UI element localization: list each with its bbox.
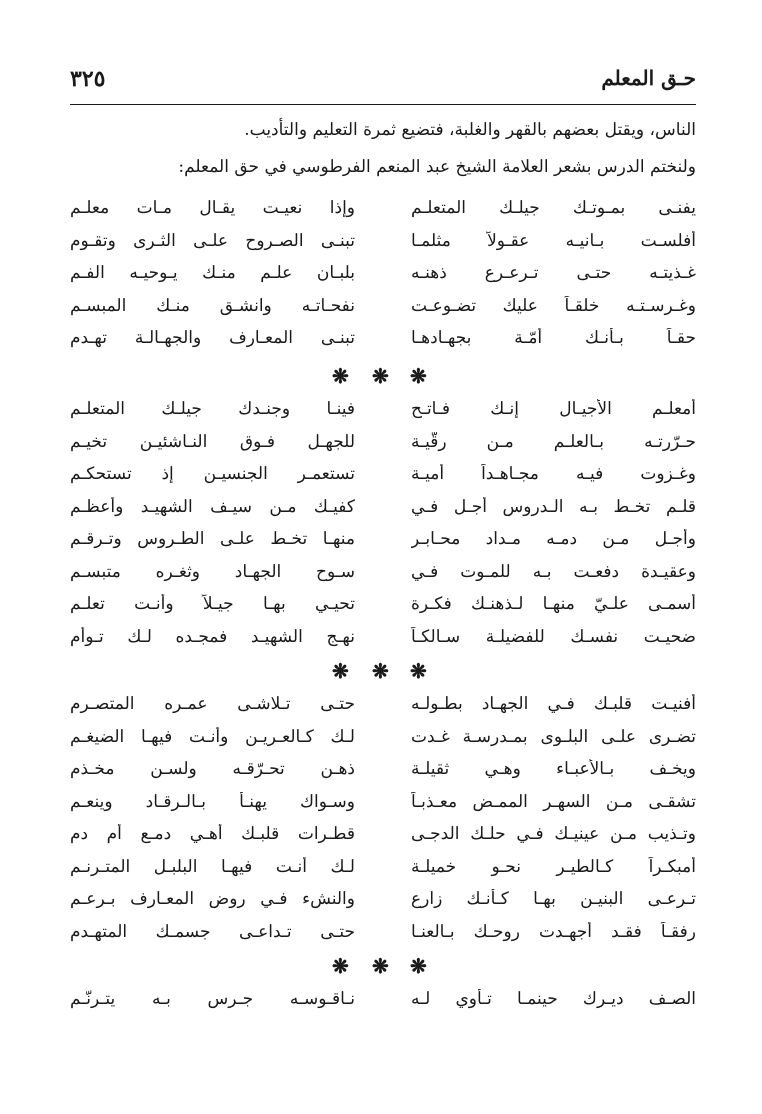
first-hemistich: تـرعـى البنيـن بهـا كـأنـك زارع: [411, 889, 696, 909]
running-title: حـق المعلم: [601, 66, 696, 90]
star-ornament: ❋: [372, 954, 389, 978]
second-hemistich: سـوح الجهـاد وثغـره متبسـم: [70, 561, 355, 582]
star-ornament: ❋: [372, 364, 389, 388]
verse: [70, 227, 696, 260]
first-hemistich: حقـاً بـأنـك أمّـة بجهـادهـا: [411, 328, 696, 348]
verse: [70, 324, 696, 357]
star-ornament: ❋: [332, 954, 349, 978]
second-hemistich: لـك أنـت فيهـا البلبـل المتـرنـم: [70, 856, 355, 877]
prose-line-1: الناس، ويقتل بعضهم بالقهر والغلبة، فتضيع ثمرة التعليم والتأديب.: [244, 120, 696, 140]
first-hemistich: وغـزوت فيـه مجـاهـداً أميـة: [411, 464, 696, 484]
stanza-separator: [70, 952, 696, 984]
first-hemistich: يفنـى بمـوتـك جيلـك المتعلـم: [411, 198, 696, 218]
second-hemistich: وسـواك يهنـأ بـالـرقـاد وينعـم: [70, 791, 355, 812]
stanza-4: [70, 985, 696, 1018]
header-rule: [70, 104, 696, 105]
first-hemistich: ضحيـت نفسـك للفضيلـة سـالكـاً: [411, 626, 696, 647]
stanza-separator: [70, 657, 696, 689]
first-hemistich: وغـرسـتـه خلقـاً عليك تضـوعـت: [411, 295, 696, 316]
first-hemistich: أمعلـم الأجيـال إنـك فـاتـح: [411, 399, 696, 419]
second-hemistich: قطـرات قلبـك أهـي دمـع أم دم: [70, 824, 355, 844]
first-hemistich: ويخـف بـالأعبـاء وهـي ثقيلـة: [411, 759, 696, 779]
second-hemistich: تبنـى الصـروح علـى الثـرى وتقـوم: [70, 230, 355, 251]
separator-stars: [70, 952, 696, 984]
verse: [70, 493, 696, 526]
verse: [70, 755, 696, 788]
second-hemistich: تستعمـر الجنسيـن إذ تستحكـم: [70, 464, 355, 484]
verse: [70, 918, 696, 951]
verse: [70, 820, 696, 853]
star-ornament: ❋: [410, 954, 427, 978]
second-hemistich: منهـا تخـط علـى الطـروس وتـرقـم: [70, 529, 355, 549]
prose-line-2: ولنختم الدرس بشعر العلامة الشيخ عبد المنعم الفرطوسي في حق المعلم:: [178, 157, 696, 177]
verse: [70, 292, 696, 325]
page-header: [70, 62, 696, 102]
star-ornament: ❋: [410, 364, 427, 388]
verse: [70, 558, 696, 591]
star-ornament: ❋: [332, 364, 349, 388]
verse: [70, 853, 696, 886]
verse: [70, 623, 696, 656]
first-hemistich: تشقـى مـن السهـر الممـض معـذبـاً: [411, 791, 696, 812]
first-hemistich: أسمـى علـيّ منهـا لـذهنـك فكـرة: [411, 594, 696, 614]
verse: [70, 460, 696, 493]
verse: [70, 428, 696, 461]
verse: [70, 690, 696, 723]
second-hemistich: نـاقـوسـه جـرس بـه يتـرنّـم: [70, 989, 355, 1009]
second-hemistich: لـك كـالعـريـن وأنـت فيهـا الضيغـم: [70, 726, 355, 747]
second-hemistich: ذهـن تحـرّقـه ولسـن مخـذم: [70, 759, 355, 779]
second-hemistich: تبنـى المعـارف والجهـالـة تهـدم: [70, 328, 355, 348]
second-hemistich: حتـى تـلاشـى عمـره المتصـرم: [70, 694, 355, 714]
second-hemistich: فينـا وجنـدك جيلـك المتعلـم: [70, 399, 355, 419]
page-number: ٣٢٥: [70, 66, 106, 92]
second-hemistich: بلبـان علـم منـك يـوحيـه الفـم: [70, 263, 355, 283]
first-hemistich: أمبكـراً كـالطيـر نحـو خميلـة: [411, 856, 696, 877]
first-hemistich: تضـرى علـى البلـوى بمـدرسـة غـدت: [411, 726, 696, 747]
second-hemistich: وإذا نعيـت يقـال مـات معلـم: [70, 198, 355, 218]
verse: [70, 194, 696, 227]
verse: [70, 788, 696, 821]
first-hemistich: وعقيـدة دفعـت بـه للمـوت فـي: [411, 561, 696, 582]
first-hemistich: قلـم تخـط بـه الـدروس أجـل فـي: [411, 496, 696, 517]
first-hemistich: غـذيتـه حتـى تـرعـرع ذهنـه: [411, 263, 696, 283]
first-hemistich: الصـف ديـرك حينمـا تـأوي لـه: [411, 989, 696, 1009]
second-hemistich: تحيـي بهـا جيـلاً وأنـت تعلـم: [70, 594, 355, 614]
second-hemistich: والنشء فـي روض المعـارف بـرعـم: [70, 889, 355, 909]
stanza-3: [70, 690, 696, 950]
first-hemistich: وتـذيب مـن عينيـك فـي حلـك الدجـى: [411, 824, 696, 844]
verse: [70, 259, 696, 292]
verse: [70, 525, 696, 558]
first-hemistich: رفقـاً فقـد أجهـدت روحـك بـالعنـا: [411, 921, 696, 942]
stanza-separator: [70, 362, 696, 394]
verse: [70, 395, 696, 428]
verse: [70, 985, 696, 1018]
stanza-2: [70, 395, 696, 655]
verse: [70, 590, 696, 623]
star-ornament: ❋: [410, 659, 427, 683]
second-hemistich: نهـج الشهيـد فمجـده لـك تـوأم: [70, 626, 355, 647]
verse: [70, 885, 696, 918]
separator-stars: [70, 362, 696, 394]
verse: [70, 723, 696, 756]
star-ornament: ❋: [332, 659, 349, 683]
stanza-1: [70, 194, 696, 357]
second-hemistich: للجهـل فـوق النـاشئيـن تخيـم: [70, 431, 355, 452]
first-hemistich: أفلسـت بـانيـه عقـولاً مثلمـا: [411, 230, 696, 251]
first-hemistich: وأجـل مـن دمـه مـداد محـابـر: [411, 529, 696, 549]
second-hemistich: حتـى تـداعـى جسمـك المتهـدم: [70, 921, 355, 942]
star-ornament: ❋: [372, 659, 389, 683]
separator-stars: [70, 657, 696, 689]
first-hemistich: حـرّرتـه بـالعلـم مـن رقّيـة: [411, 431, 696, 452]
first-hemistich: أفنيـت قلبـك فـي الجهـاد بطـولـه: [411, 694, 696, 714]
second-hemistich: كفيـك مـن سيـف الشهيـد وأعظـم: [70, 496, 355, 517]
second-hemistich: نفحـاتـه وانشـق منـك المبسـم: [70, 295, 355, 316]
